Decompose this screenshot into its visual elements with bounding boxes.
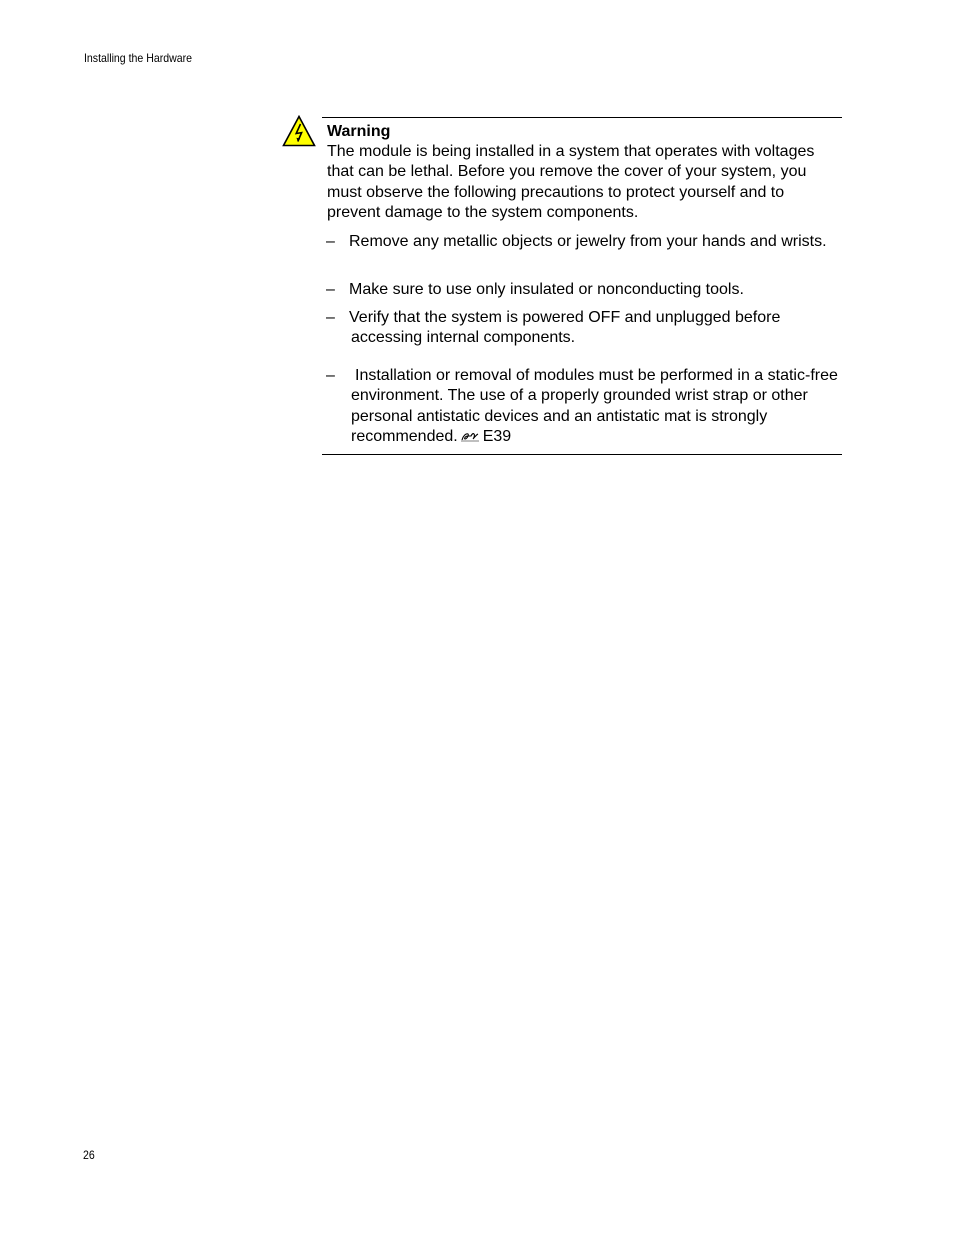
bullet-dash: – [326, 281, 335, 298]
precaution-text: Installation or removal of modules must be performed in a static-free environment. The use of a properly grounded wrist strap or other personal antistatic devices and an antistatic mat is strongly recommended. [351, 367, 838, 446]
warning-intro: The module is being installed in a system that operates with voltages that can be lethal. Before you remove the cover of your system, you must observe the following precautions to protect yourself and to prevent damage to the system components. [327, 143, 815, 222]
precaution-text: Make sure to use only insulated or nonconducting tools. [349, 281, 744, 298]
precaution-text: Remove any metallic objects or jewelry from your hands and wrists. [349, 233, 827, 250]
precaution-text-with-reference [326, 366, 841, 448]
warning-box [322, 117, 842, 455]
bullet-dash: – [326, 233, 335, 250]
running-header: Installing the Hardware [84, 51, 193, 65]
precaution-item [326, 232, 841, 252]
warning-title: Warning [327, 123, 391, 140]
bullet-dash: – [326, 309, 335, 326]
electrical-hazard-warning-icon [282, 115, 316, 147]
bullet-dash: – [326, 367, 335, 384]
precaution-item [326, 308, 841, 349]
page-number: 26 [83, 1148, 95, 1162]
translation-reference-icon [460, 430, 480, 442]
precaution-item [326, 366, 841, 448]
precaution-text: Verify that the system is powered OFF and unplugged before accessing internal components. [349, 309, 781, 347]
precaution-item [326, 280, 841, 300]
reference-code: E39 [482, 428, 512, 446]
